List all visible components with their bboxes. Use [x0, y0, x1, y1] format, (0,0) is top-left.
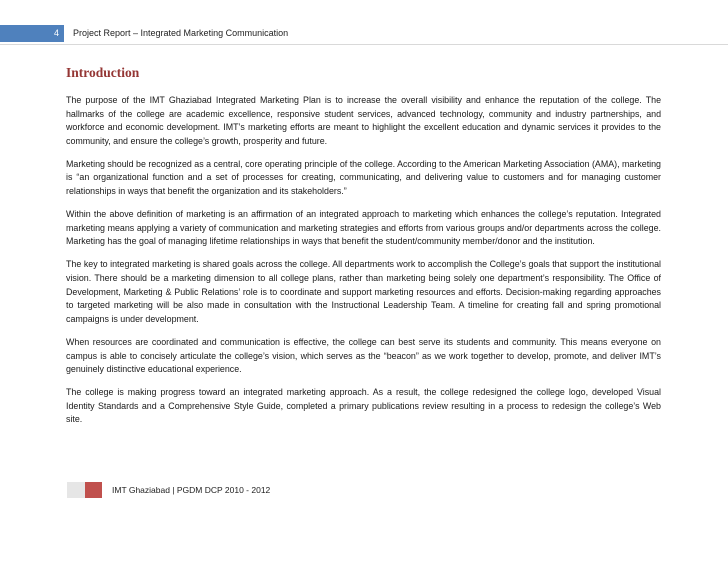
- header-divider: [0, 44, 728, 45]
- footer-gray-block: [67, 482, 85, 498]
- footer-accent-block: [85, 482, 102, 498]
- paragraph: The purpose of the IMT Ghaziabad Integrated Marketing Plan is to increase the overall visibility and enhance the reputation of the college. The hallmarks of the college are academic excellence, responsive student services, advanced technology, community and industry partnerships, and workforce and economic development. IMT’s marketing efforts are meant to highlight the excellent education and dynamic services it provides to the community, and ensure the college’s growth, prosperity and future.: [66, 95, 661, 146]
- footer-text: IMT Ghaziabad | PGDM DCP 2010 - 2012: [112, 485, 271, 495]
- paragraph: The key to integrated marketing is shared goals across the college. All departments work to accomplish the College’s goals that support the institutional vision. There should be a marketing dimension to all college plans, rather than marketing being solely one department’s responsibility. The Office of Development, Marketing & Public Relations’ role is to coordinate and support marketing resources and efforts. Decision-making regarding approaches to targeted marketing will be also made in consultation with the Instructional Leadership Team. A timeline for creating fall and spring promotional campaigns is under development.: [66, 259, 661, 324]
- main-content: [66, 64, 661, 436]
- page-footer: [0, 482, 728, 498]
- paragraph: Within the above definition of marketing is an affirmation of an integrated approach to marketing which enhances the college’s reputation. Integrated marketing means applying a variety of communication and marketing strategies and efforts from various groups and/or departments across the college. Marketing has the goal of managing lifetime relationships in ways that benefit the student/community member/donor and the institution.: [66, 209, 661, 247]
- paragraph: The college is making progress toward an integrated marketing approach. As a result, the college redesigned the college logo, developed Visual Identity Standards and a Comprehensive Style Guide, completed a primary publications review resulting in a process to redesign the college’s Web site.: [66, 387, 661, 425]
- paragraph: When resources are coordinated and communication is effective, the college can best serve its students and community. This means everyone on campus is able to concisely articulate the college’s vision, which serves as the “beacon” as we work together to develop, promote, and deliver IMT’s genuinely distinctive educational experience.: [66, 336, 661, 375]
- header-title: Project Report – Integrated Marketing Communication: [73, 28, 289, 38]
- section-heading: Introduction: [66, 65, 140, 80]
- page-header: [0, 25, 728, 42]
- paragraph: Marketing should be recognized as a central, core operating principle of the college. According to the American Marketing Association (AMA), marketing is “an organizational function and a set of processes for creating, communicating, and delivering value to customers and for managing customer relationships in ways that benefit the organization and its stakeholders.”: [66, 158, 661, 197]
- page-number: 4: [0, 25, 64, 42]
